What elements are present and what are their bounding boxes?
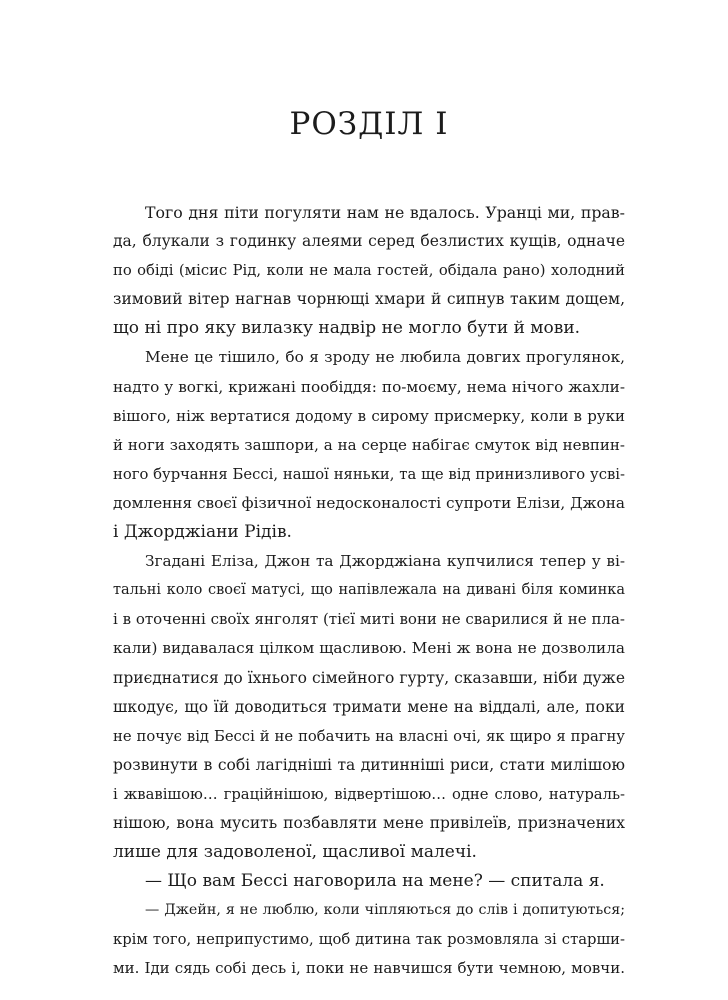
text-line: не почує від Бессі й не побачить на власні очі, як щиро я прагну	[113, 727, 625, 745]
text-line: Того дня піти погуляти нам не вдалось. Уранці ми, прав-	[145, 203, 625, 222]
text-line: Мене це тішило, бо я зроду не любила довгих прогулянок,	[145, 348, 625, 367]
text-line: по обіді (місис Рід, коли не мала гостей, обідала рано) холодний	[113, 262, 625, 280]
text-line: Згадані Еліза, Джон та Джорджіана купчилися тепер у ві-	[145, 552, 625, 571]
text-line: да, блукали з годинку алеями серед безлистих кущів, одначе	[113, 232, 625, 251]
text-line: крім того, неприпустимо, щоб дитина так розмовляла зі старши-	[113, 931, 625, 949]
chapter-body	[113, 198, 625, 984]
text-line: ми. Іди сядь собі десь і, поки не навчишся бути чемною, мовчи.	[113, 959, 625, 978]
text-line: зимовий вітер нагнав чорнющі хмари й сипнув таким дощем,	[113, 290, 625, 309]
text-line: кали) видавалася цілком щасливою. Мені ж вона не дозволила	[113, 639, 625, 658]
text-line: що ні про яку вилазку надвір не могло бути й мови.	[113, 318, 581, 339]
text-line: нішою, вона мусить позбавляти мене привілеїв, призначених	[113, 813, 625, 832]
text-line: і Джорджіани Рідів.	[113, 522, 292, 543]
text-line: вішого, ніж вертатися додому в сирому присмерку, коли в руки	[113, 406, 625, 425]
text-line: шкодує, що їй доводиться тримати мене на віддалі, але, поки	[113, 697, 625, 716]
book-page	[113, 0, 625, 1000]
text-line: приєднатися до їхнього сімейного гурту, сказавши, ніби дуже	[113, 668, 625, 687]
text-line: тальні коло своєї матусі, що напівлежала на дивані біля коминка	[113, 582, 625, 599]
chapter-title: РОЗДІЛ І	[289, 106, 449, 142]
text-line: надто у вогкі, крижані пообіддя: по-моєму, нема нічого жахли-	[113, 377, 625, 396]
text-line: і в оточенні своїх янголят (тієї миті вони не сварилися й не пла-	[113, 610, 625, 629]
text-line: розвинути в собі лагідніші та дитинніші риси, стати милішою	[113, 755, 625, 774]
text-line: лише для задоволеної, щасливої малечі.	[113, 842, 477, 863]
text-line: і жвавішою… грацiйнішою, відвертішою… одне слово, натураль-	[113, 785, 625, 803]
text-line: — Джейн, я не люблю, коли чіпляються до слів і допитуються;	[145, 902, 625, 919]
text-line: — Що вам Бессі наговорила на мене? — спитала я.	[145, 871, 605, 892]
text-line: й ноги заходять зашпори, а на серце набігає смуток від невпин-	[113, 435, 625, 454]
text-line: ного бурчання Бессі, нашої няньки, та ще від принизливого усві-	[113, 465, 625, 483]
text-line: домлення своєї фізичної недосконалості супроти Елізи, Джона	[113, 493, 625, 512]
